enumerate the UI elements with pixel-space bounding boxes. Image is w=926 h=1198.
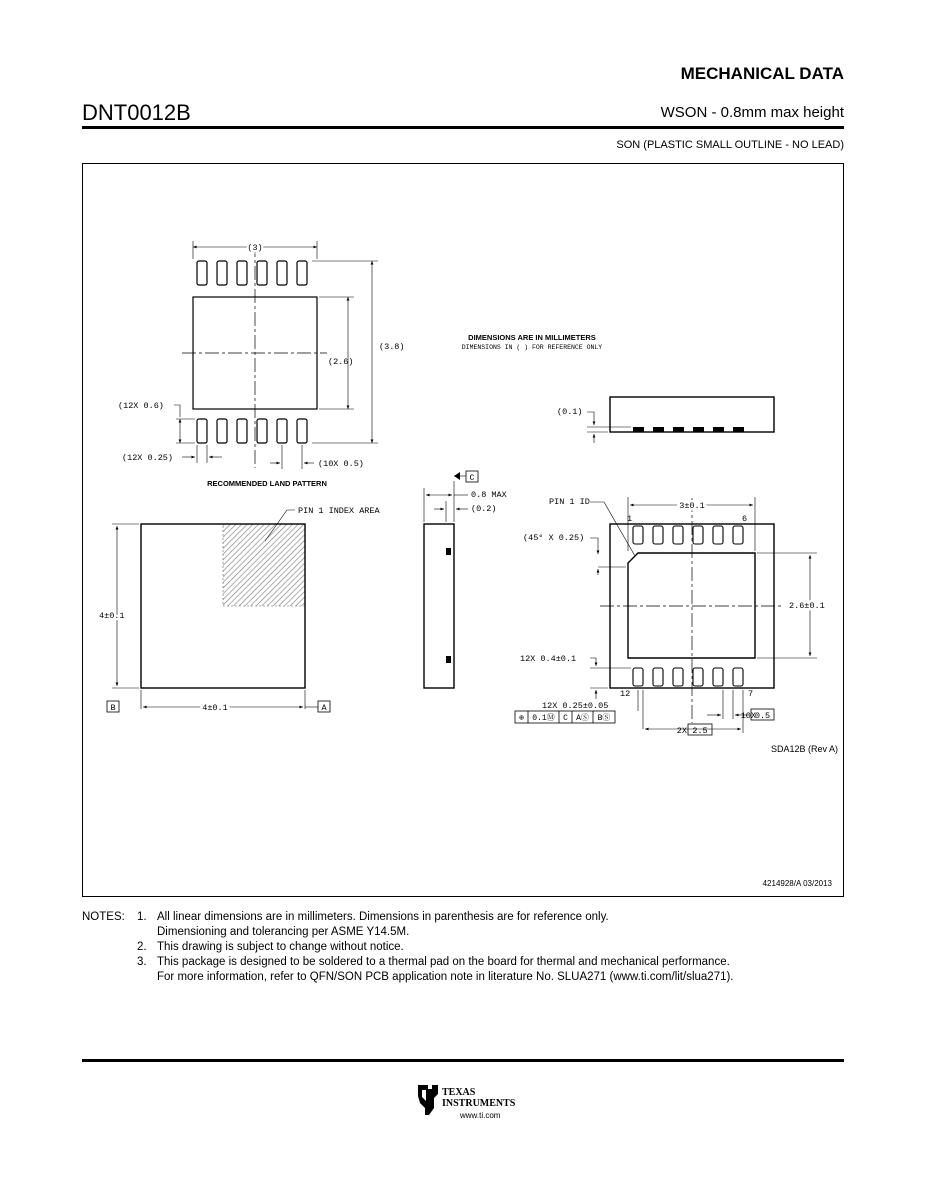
land-bottom-pads [197, 419, 307, 443]
note-row [82, 940, 807, 955]
datum-c: C [469, 473, 475, 483]
datum-a: A [321, 703, 327, 713]
note-row [82, 910, 807, 940]
bottom-lead-length: 12X 0.4±0.1 [520, 654, 577, 664]
doc-number: 4214928/A 03/2013 [762, 879, 832, 888]
units-note-sub: DIMENSIONS IN ( ) FOR REFERENCE ONLY [461, 344, 603, 351]
note-line: For more information, refer to QFN/SON PCB application note in literature No. SLUA271 (www.ti.com/lit/slua271). [157, 971, 734, 983]
note-number: 3. [137, 956, 147, 968]
note-line: This package is designed to be soldered to a thermal pad on the board for thermal and mechanical performance. [157, 956, 730, 968]
pin-label-1: 1 [627, 514, 633, 524]
side-dim-max-height: 0.8 MAX [471, 490, 507, 500]
pin1-index-label: PIN 1 INDEX AREA [298, 506, 380, 516]
land-dim-pad-width: (12X 0.25) [122, 453, 174, 463]
mechanical-drawing [82, 163, 844, 898]
datum-b: B [110, 703, 116, 713]
ti-logo-line2: INSTRUMENTS [442, 1098, 516, 1109]
footer-rule [82, 1059, 844, 1062]
tolerance-datum-b: BⓈ [597, 714, 611, 723]
bottom-pad-height: 2.6±0.1 [789, 601, 825, 611]
package-description: SON (PLASTIC SMALL OUTLINE - NO LEAD) [616, 139, 844, 151]
units-note-title: DIMENSIONS ARE IN MILLIMETERS [468, 333, 596, 342]
land-dim-pad-height: (2.6) [328, 357, 354, 367]
website: www.ti.com [460, 1111, 501, 1120]
bottom-lead-width: 12X 0.25±0.05 [542, 701, 609, 711]
tolerance-value: 0.1Ⓜ [532, 714, 555, 723]
bottom-bottom-leads [633, 668, 743, 686]
land-dim-width: (3) [247, 243, 263, 253]
end-dim-lead: (0.1) [557, 407, 583, 417]
land-dim-pad-length: (12X 0.6) [118, 401, 164, 411]
pin-label-12: 12 [620, 689, 631, 699]
land-pattern-caption: RECOMMENDED LAND PATTERN [207, 479, 327, 488]
tolerance-frame [519, 713, 610, 723]
revision-label: SDA12B (Rev A) [770, 744, 838, 754]
top-dim-width: 4±0.1 [202, 703, 228, 713]
chamfer-label: (45° X 0.25) [523, 533, 585, 543]
pin-label-7: 7 [748, 689, 754, 699]
tolerance-datum-c: C [563, 714, 568, 723]
bottom-thermal-pad [628, 553, 755, 658]
bottom-pad-width: 3±0.1 [679, 501, 705, 511]
pin1-id-label: PIN 1 ID [549, 497, 590, 507]
note-line: This drawing is subject to change without notice. [157, 941, 404, 953]
package-subtitle: WSON - 0.8mm max height [660, 104, 844, 121]
notes-label: NOTES: [82, 911, 125, 923]
land-top-pads [197, 261, 307, 285]
package-code: DNT0012B [82, 100, 191, 125]
ti-logo-icon [418, 1085, 438, 1115]
side-view [424, 471, 478, 688]
note-number: 1. [137, 911, 147, 923]
tolerance-datum-a: AⓈ [576, 714, 589, 723]
span-prefix: 2X [676, 726, 687, 736]
end-view [587, 397, 774, 443]
tolerance-symbol: ⊕ [519, 714, 524, 723]
note-number: 2. [137, 941, 147, 953]
note-line: Dimensioning and tolerancing per ASME Y14.5M. [157, 926, 410, 938]
pitch-value: 0.5 [754, 711, 771, 721]
note-line: All linear dimensions are in millimeters. Dimensions in parenthesis are for reference only. [157, 911, 609, 923]
notes-section [82, 910, 807, 985]
note-text [157, 910, 807, 940]
note-text [157, 955, 807, 985]
ti-logo-line1: TEXAS [442, 1087, 476, 1098]
note-text [157, 940, 807, 955]
header-rule [82, 126, 844, 129]
pin1-index-area [223, 524, 305, 606]
top-dim-height: 4±0.1 [99, 611, 125, 621]
land-pattern-view [174, 241, 378, 469]
pitch-prefix: 10X [740, 711, 756, 721]
note-row [82, 955, 807, 985]
bottom-top-leads [633, 526, 743, 544]
span-value: 2.5 [692, 726, 708, 736]
land-dim-pitch: (10X 0.5) [318, 459, 364, 469]
side-dim-standoff: (0.2) [471, 504, 497, 514]
top-view [107, 510, 330, 712]
ti-logo [412, 1082, 532, 1124]
section-title: MECHANICAL DATA [680, 64, 844, 83]
pin-label-6: 6 [742, 514, 748, 524]
land-dim-height: (3.8) [379, 342, 405, 352]
